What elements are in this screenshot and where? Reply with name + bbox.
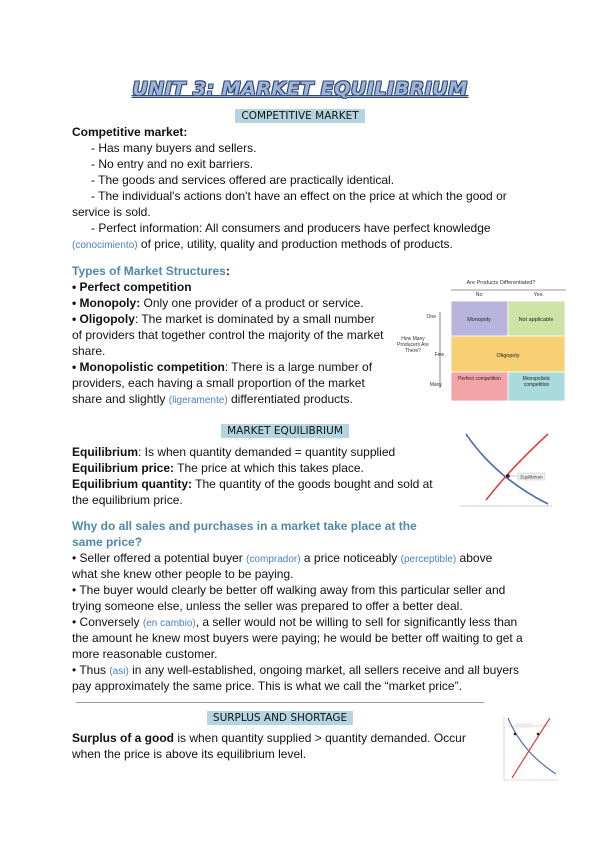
equilibrium-label: Equilibrium <box>520 474 543 480</box>
why-point-cont: what she knew other people to be paying. <box>72 567 294 581</box>
equilibrium-quantity-cont: the equilibrium price. <box>72 493 183 507</box>
quantity-demanded-point <box>514 733 517 736</box>
why-point-cont: pay approximately the same price. This is what we call the “market price”. <box>72 679 462 693</box>
svg-text:Oligopoly: Oligopoly <box>496 353 520 359</box>
surplus-def-cont: when the price is above its equilibrium level. <box>72 747 307 761</box>
why-point: • Seller offered a potential buyer (comprador) a price noticeably (perceptible) above <box>72 551 493 565</box>
spanish-gloss: (perceptible) <box>400 554 457 565</box>
equilibrium-quantity-def: Equilibrium quantity: The quantity of the goods bought and sold at <box>72 477 433 491</box>
structure-monopoly: • Monopoly: Only one provider of a product or service. <box>72 296 364 310</box>
section-header-surplus <box>0 710 560 724</box>
svg-text:Not applicable: Not applicable <box>518 317 554 323</box>
section-label: MARKET EQUILIBRIUM <box>221 424 349 438</box>
divider <box>76 702 484 703</box>
structure-monopolistic-cont: providers, each having a small proportion of the market <box>72 376 365 390</box>
structure-oligopoly-cont: of providers that together control the majority of the market <box>72 328 384 342</box>
surplus-def: Surplus of a good is when quantity supplied > quantity demanded. Occur <box>72 731 466 745</box>
list-item: - Perfect information: All consumers and producers have perfect knowledge <box>91 221 491 235</box>
matrix-row-one: One <box>426 314 436 320</box>
why-point-cont: trying someone else, unless the seller was prepared to offer a better deal. <box>72 599 463 613</box>
why-heading: Why do all sales and purchases in a market take place at the <box>72 519 417 533</box>
structure-monopolistic: • Monopolistic competition: There is a large number of <box>72 360 373 374</box>
matrix-row-many: Many <box>429 382 442 388</box>
spanish-gloss: (comprador) <box>246 554 301 565</box>
list-item-continuation: service is sold. <box>72 205 151 219</box>
why-point: • The buyer would clearly be better off walking away from this particular seller and <box>72 583 506 597</box>
surplus-marker <box>516 724 532 727</box>
why-point: • Thus (asi) in any well-established, ongoing market, all sellers receive and all buyers <box>72 663 519 677</box>
spanish-gloss: (en cambio) <box>142 618 196 629</box>
equilibrium-price-def: Equilibrium price: The price at which this takes place. <box>72 461 364 475</box>
list-item: - Has many buyers and sellers. <box>91 141 257 155</box>
surplus-graph <box>498 712 560 784</box>
structure-monopolistic-cont: share and slightly (ligeramente) differentiated products. <box>72 392 353 406</box>
section-header-equilibrium <box>0 423 520 437</box>
matrix-col-yes: Yes <box>533 292 543 298</box>
matrix-col-no: No <box>475 292 483 298</box>
spanish-gloss: (asi) <box>109 666 129 677</box>
list-item: - The goods and services offered are practically identical. <box>91 173 395 187</box>
competitive-heading: Competitive market: <box>72 125 188 139</box>
list-item: - No entry and no exit barriers. <box>91 157 254 171</box>
why-point-cont: more reasonable customer. <box>72 647 218 661</box>
market-structure-matrix: Are Products Differentiated? No Yes One Few Many How Many Producers Are There? Monopoly Not applicable Oligopoly Perfect competition Monopolistic competition <box>396 270 570 406</box>
equilibrium-graph <box>456 428 556 510</box>
equilibrium-def: Equilibrium: Is when quantity demanded = quantity supplied <box>72 445 396 459</box>
structure-perfect: • Perfect competition <box>72 280 192 294</box>
spanish-gloss: (conocimiento) <box>72 240 138 251</box>
why-heading-cont: same price? <box>72 535 143 549</box>
list-item: - The individual's actions don't have an effect on the price at which the good or <box>91 189 507 203</box>
section-label: SURPLUS AND SHORTAGE <box>207 711 353 725</box>
why-point-cont: the amount he knew most buyers were paying; he would be better off waiting to get a <box>72 631 523 645</box>
types-heading: Types of Market Structures: <box>72 264 230 278</box>
structure-oligopoly: • Oligopoly: The market is dominated by a small number <box>72 312 375 326</box>
structure-oligopoly-cont: share. <box>72 344 106 358</box>
section-header-competitive <box>0 108 600 122</box>
quantity-supplied-point <box>537 733 540 736</box>
matrix-row-few: Few <box>434 352 444 358</box>
why-point: • Conversely (en cambio), a seller would not be willing to sell for significantly less than <box>72 615 518 629</box>
section-label: COMPETITIVE MARKET <box>235 109 364 123</box>
list-item-continuation: (conocimiento) of price, utility, quality and production methods of products. <box>72 237 453 251</box>
svg-text:Monopoly: Monopoly <box>467 317 491 323</box>
matrix-question: Are Products Differentiated? <box>466 280 536 286</box>
page-title: UNIT 3: MARKET EQUILIBRIUM <box>132 78 468 100</box>
spanish-gloss: (ligeramente) <box>168 395 228 406</box>
matrix-side-label: How Many Producers Are There? <box>397 336 429 354</box>
